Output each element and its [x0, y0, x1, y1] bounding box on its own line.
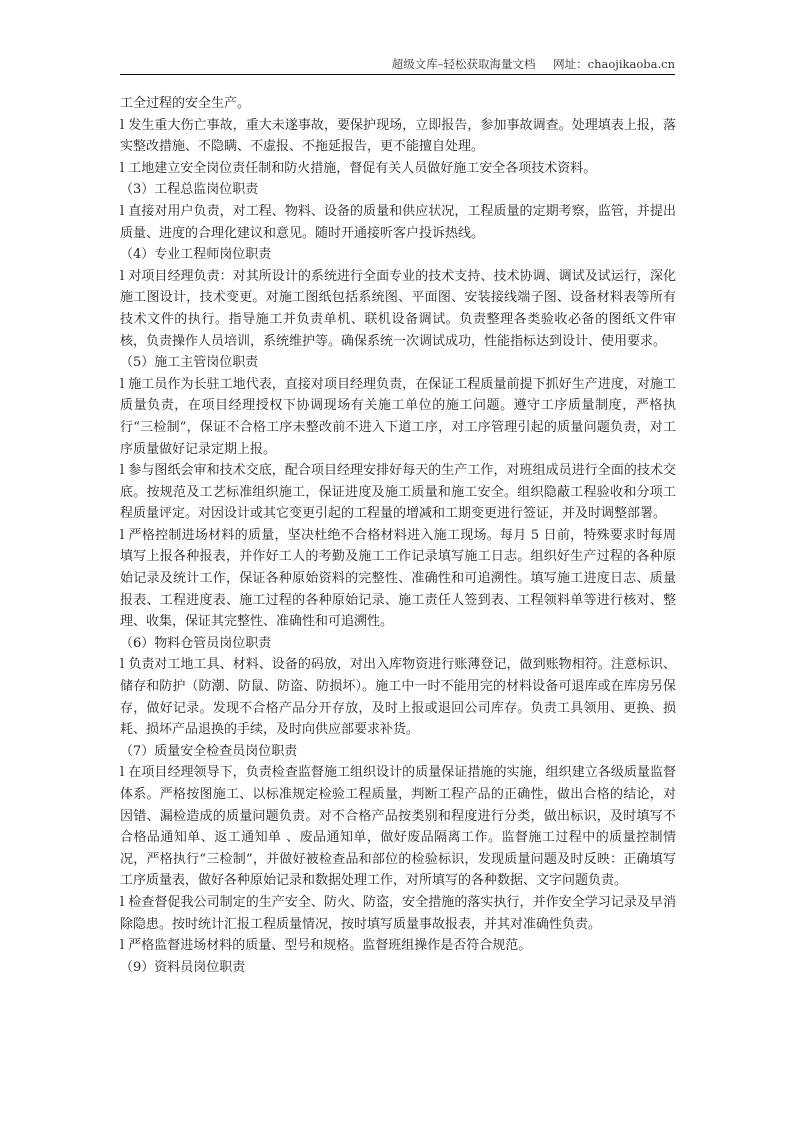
section-heading: （7）质量安全检查员岗位职责 [120, 743, 298, 759]
section-heading: （4）专业工程师岗位职责 [120, 247, 272, 263]
bullet-item: l 参与图纸会审和技术交底，配合项目经理安排好每天的生产工作，对班组成员进行全面的技术交底。按规范及工艺标准组织施工，保证进度及施工质量和施工安全。组织隐蔽工程验收和分项工程质量评定。对因设计或其它变更引起的工程量的增减和工期变更进行签证，并及时调整部署。 [120, 463, 676, 522]
site-url: 网址：chaojikaoba.cn [553, 57, 675, 71]
bullet-item: l 严格监督进场材料的质量、型号和规格。监督班组操作是否符合规范。 [120, 938, 532, 954]
site-name: 超级文库–轻松获取海量文档 [391, 57, 536, 71]
bullet-item: l 施工员作为长驻工地代表，直接对项目经理负责，在保证工程质量前提下抓好生产进度，对施工质量负责，在项目经理授权下协调现场有关施工单位的施工问题。遵守工序质量制度，严格执行“三检制”，保证不合格工序未整改前不进入下道工序，对工序管理引起的质量问题负责，对工序质量做好记录定期上报。 [120, 376, 676, 457]
bullet-item: l 直接对用户负责，对工程、物料、设备的质量和供应状况，工程质量的定期考察，监管，并提出质量、进度的合理化建议和意见。随时开通接听客户投诉热线。 [120, 203, 676, 241]
bullet-item: l 对项目经理负责：对其所设计的系统进行全面专业的技术支持、技术协调、调试及试运行，深化施工图设计，技术变更。对施工图纸包括系统图、平面图、安装接线端子图、设备材料表等所有技术文件的执行。指导施工并负责单机、联机设备调试。负责整理各类验收必备的图纸文件审核，负责操作人员培训，系统维护等。确保系统一次调试成功，性能指标达到设计、使用要求。 [120, 268, 676, 349]
bullet-item: l 工地建立安全岗位责任制和防火措施，督促有关人员做好施工安全各项技术资料。 [120, 160, 597, 176]
bullet-item: l 在项目经理领导下，负责检查监督施工组织设计的质量保证措施的实施，组织建立各级质量监督体系。严格按图施工、以标准规定检验工程质量，判断工程产品的正确性，做出合格的结论，对因错、漏检造成的质量问题负责。对不合格产品按类别和程度进行分类，做出标识，及时填写不合格品通知单、返工通知单 、废品通知单，做好废品隔离工作。监督施工过程中的质量控制情况，严格执行“三检制”，并做好被检查品和部位的检验标识，发现质量问题及时反映：正确填写工序质量表，做好各种原始记录和数据处理工作，对所填写的各种数据、文字问题负责。 [120, 765, 676, 889]
bullet-item: l 负责对工地工具、材料、设备的码放，对出入库物资进行账薄登记，做到账物相符。注意标识、储存和防护（防潮、防鼠、防盗、防损坏）。施工中一时不能用完的材料设备可退库或在库房另保存，做好记录。发现不合格产品分开存放，及时上报或退回公司库存。负责工具领用、更换、损耗、损坏产品退换的手续，及时向供应部要求补货。 [120, 657, 676, 738]
document-body [120, 93, 676, 978]
bullet-item: l 检查督促我公司制定的生产安全、防火、防盗，安全措施的落实执行，并作安全学习记录及早消除隐患。按时统计汇报工程质量情况，按时填写质量事故报表，并其对准确性负责。 [120, 894, 676, 932]
section-heading: （6）物料仓管员岗位职责 [120, 635, 272, 651]
page-header [120, 56, 675, 75]
section-heading: （3）工程总监岗位职责 [120, 182, 259, 198]
paragraph: 工全过程的安全生产。 [120, 96, 251, 111]
section-heading: （5）施工主管岗位职责 [120, 355, 259, 371]
section-heading: （9）资料员岗位职责 [120, 959, 246, 975]
bullet-item: l 严格控制进场材料的质量，坚决杜绝不合格材料进入施工现场。每月 5 日前，特殊要求时每周填写上报各种报表，并作好工人的考勤及施工工作记录填写施工日志。组织好生产过程的各种原始记录及统计工作，保证各种原始资料的完整性、准确性和可追溯性。填写施工进度日志、质量报表、工程进度表、施工过程的各种原始记录、施工责任人签到表、工程领料单等进行核对、整理、收集，保证其完整性、准确性和可追溯性。 [120, 527, 676, 630]
bullet-item: l 发生重大伤亡事故，重大未遂事故，要保护现场，立即报告，参加事故调查。处理填表上报，落实整改措施、不隐瞒、不虚报、不拖延报告，更不能擅自处理。 [120, 117, 676, 155]
